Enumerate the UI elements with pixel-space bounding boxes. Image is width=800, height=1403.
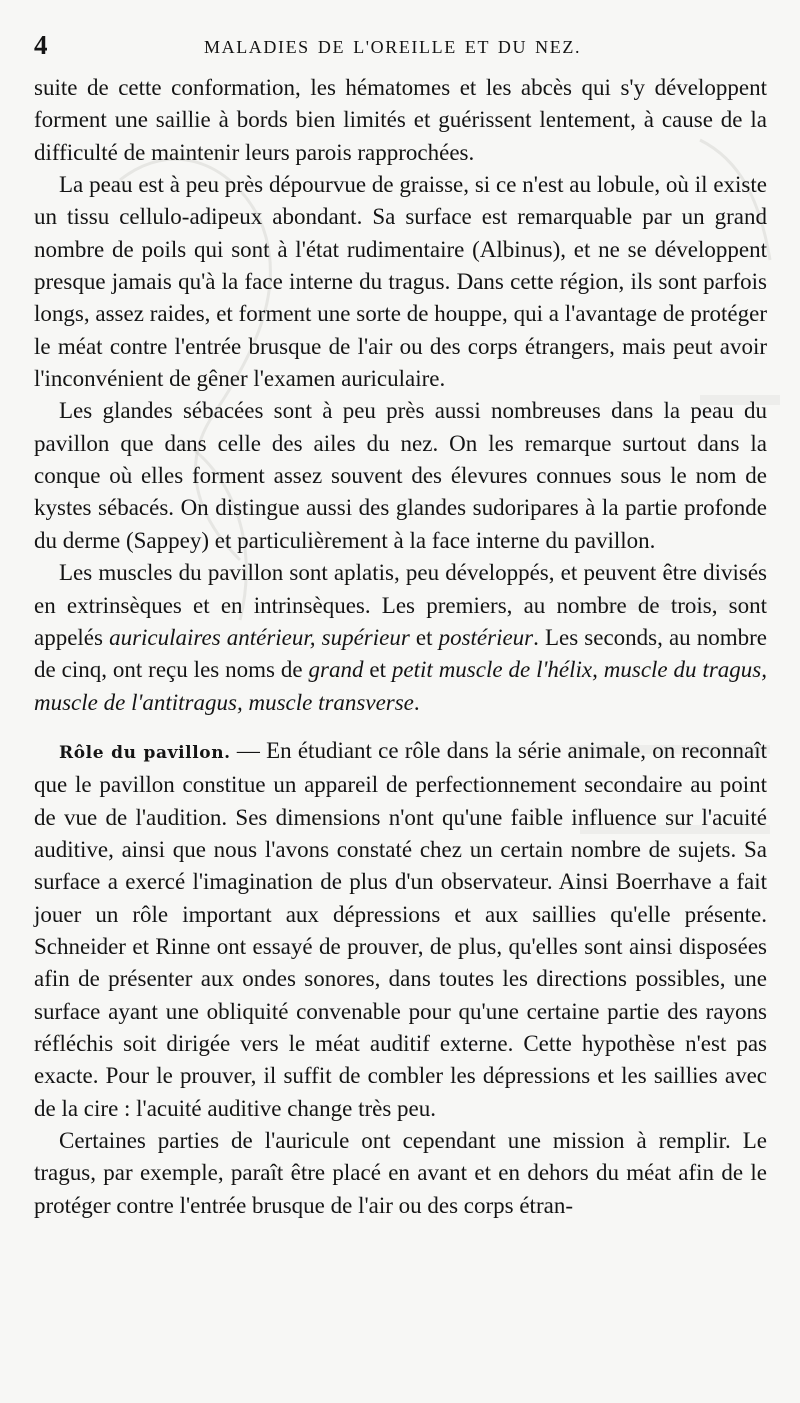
paragraph: [34, 72, 767, 169]
paragraph-text: suite de cette conformation, les hématomes et les abcès qui s'y développent forment une saillie à bords bien limités et guérissent lentement, à cause de la difficulté de maintenir leurs parois rapprochées.: [34, 75, 767, 165]
page-header: [34, 28, 770, 62]
paragraph-text: La peau est à peu près dépourvue de graisse, si ce n'est au lobule, où il existe un tissu cellulo-adipeux abondant. Sa surface est remarquable par un grand nombre de poils qui sont à l'état rudimentaire (Albinus), et ne se développent presque jamais qu'à la face interne du tragus. Dans cette région, ils sont parfois longs, assez raides, et forment une sorte de houppe, qui a l'avantage de protéger le méat contre l'entrée brusque de l'air ou des corps étrangers, mais peut avoir l'inconvénient de gêner l'examen auriculaire.: [34, 172, 767, 392]
paragraph-text: Certaines parties de l'auricule ont cependant une mission à remplir. Le tragus, par exemple, paraît être placé en avant et en dehors du méat afin de le protéger contre l'entrée brusque de l'air ou des corps étran-: [34, 1128, 767, 1218]
paragraph-text: .: [413, 689, 420, 715]
paragraph-text: Les muscles du pavillon sont aplatis, peu développés, et peuvent être divisés en extrinsèques et en intrinsèques. Les premiers, au nombre de trois, sont appelés: [34, 560, 767, 650]
paragraph: [34, 169, 767, 395]
italic-text: petit muscle de l'hélix, muscle du tragus, muscle de l'antitragus, muscle transverse: [34, 657, 768, 715]
paragraph-text: . Les seconds, au nombre de cinq, ont reçu les noms de: [34, 624, 767, 683]
body-text: [34, 72, 767, 1222]
section-title: Rôle du pavillon.: [59, 742, 231, 763]
page-number: 4: [34, 30, 48, 60]
italic-text: auriculaires antérieur, supérieur: [109, 624, 410, 650]
italic-text: postérieur: [438, 624, 534, 650]
paragraph: [34, 1125, 767, 1222]
running-head: MALADIES DE L'OREILLE ET DU NEZ.: [204, 37, 582, 57]
paragraph: [34, 395, 767, 557]
paragraph-text: et: [363, 657, 392, 683]
paragraph-text: — En étudiant ce rôle dans la série animale, on reconnaît que le pavillon constitue un appareil de perfectionnement secondaire au point de vue de l'audition. Ses dimensions n'ont qu'une faible influence sur l'acuité auditive, ainsi que nous l'avons constaté chez un certain nombre de sujets. Sa surface a exercé l'imagination de plus d'un observateur. Ainsi Boerrhave a fait jouer un rôle important aux dépressions et aux saillies qu'elle présente. Schneider et Rinne ont essayé de prouver, de plus, qu'elles sont ainsi disposées afin de présenter aux ondes sonores, dans toutes les directions possibles, une surface ayant une obliquité convenable pour qu'une certaine partie des rayons réfléchis soit dirigée vers le méat auditif externe. Cette hypothèse n'est pas exacte. Pour le prouver, il suffit de combler les dépressions et les saillies avec de la cire : l'acuité auditive change très peu.: [34, 737, 767, 1121]
paragraph-text: Les glandes sébacées sont à peu près aussi nombreuses dans la peau du pavillon que dans celle des ailes du nez. On les remarque surtout dans la conque où elles forment assez souvent des élevures connues sous le nom de kystes sébacés. On distingue aussi des glandes sudoripares à la partie profonde du derme (Sappey) et particulièrement à la face interne du pavillon.: [34, 398, 767, 553]
paragraph-text: et: [409, 624, 439, 650]
italic-text: grand: [308, 657, 364, 683]
paragraph: [34, 735, 767, 1125]
paragraph: [34, 557, 767, 719]
